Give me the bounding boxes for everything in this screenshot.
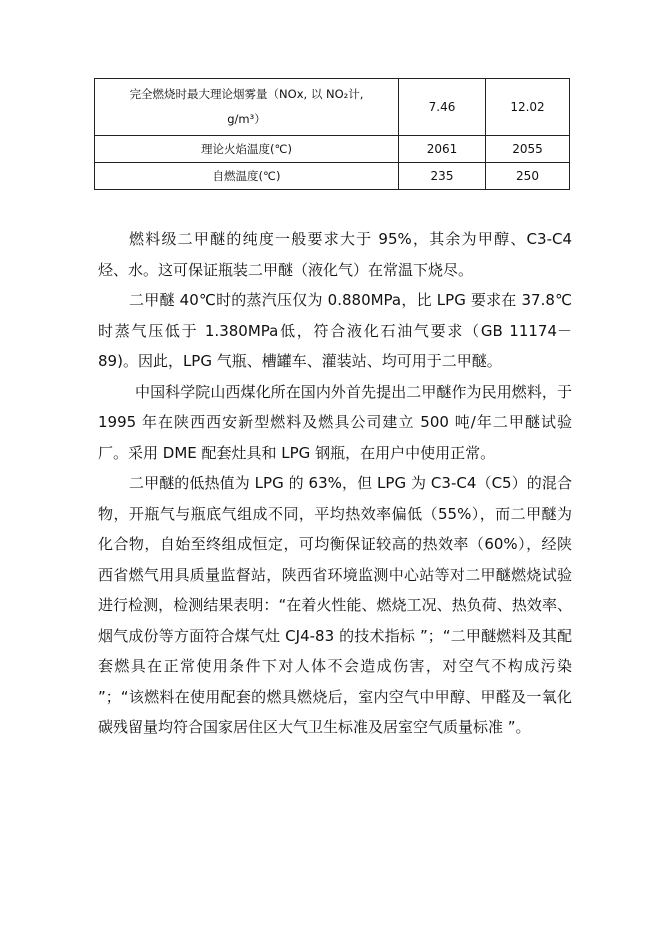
table-cell-value: 2061 bbox=[399, 136, 486, 163]
table-cell-label: 自燃温度(℃) bbox=[95, 163, 399, 190]
paragraph: 二甲醚的低热值为 LPG 的 63%，但 LPG 为 C3-C4（C5）的混合物，开瓶气与瓶底气组成不同，平均热效率偏低（55%），而二甲醚为化合物，自始至终组成恒定，可均衡保证较高的热效率（60%），经陕西省燃气用具质量监督站，陕西省环境监测中心站等对二甲醚燃烧试验进行检测，检测结果表明：“在着火性能、燃烧工况、热负荷、热效率、烟气成份等方面符合煤气灶 CJ4-83 的技术指标 ”；“二甲醚燃料及其配套燃具在正常使用条件下对人体不会造成伤害，对空气不构成污染 ”；“该燃料在使用配套的燃具燃烧后，室内空气中甲醇、甲醛及一氧化碳残留量均符合国家居住区大气卫生标准及居室空气质量标准 ”。 bbox=[98, 474, 572, 736]
table-cell-value: 12.02 bbox=[486, 79, 570, 136]
label-line-1: 完全燃烧时最大理论烟雾量（NOx, 以 NO₂计, bbox=[129, 87, 364, 101]
table-cell-value: 250 bbox=[486, 163, 570, 190]
table-cell-label: 理论火焰温度(℃) bbox=[95, 136, 399, 163]
table-row bbox=[95, 136, 570, 163]
body-text bbox=[98, 224, 572, 743]
label-line-2: g/m³） bbox=[227, 112, 266, 126]
table-row bbox=[95, 163, 570, 190]
paragraph: 二甲醚 40℃时的蒸汽压仅为 0.880MPa，比 LPG 要求在 37.8℃时蒸气压低于 1.380MPa低，符合液化石油气要求（GB 11174－89)。因此，LPG 气瓶、槽罐车、灌装站、均可用于二甲醚。 bbox=[98, 291, 572, 370]
table-cell-value: 7.46 bbox=[399, 79, 486, 136]
table-cell-value: 235 bbox=[399, 163, 486, 190]
fuel-properties-table bbox=[94, 78, 570, 190]
table-cell-value: 2055 bbox=[486, 136, 570, 163]
table-row bbox=[95, 79, 570, 136]
paragraph: 燃料级二甲醚的纯度一般要求大于 95%，其余为甲醇、C3-C4烃、水。这可保证瓶装二甲醚（液化气）在常温下烧尽。 bbox=[98, 230, 572, 279]
table-cell-label bbox=[95, 79, 399, 136]
paragraph: 中国科学院山西煤化所在国内外首先提出二甲醚作为民用燃料，于 1995 年在陕西西安新型燃料及燃具公司建立 500 吨/年二甲醚试验厂。采用 DME 配套灶具和 LPG 钢瓶，在用户中使用正常。 bbox=[98, 382, 572, 462]
